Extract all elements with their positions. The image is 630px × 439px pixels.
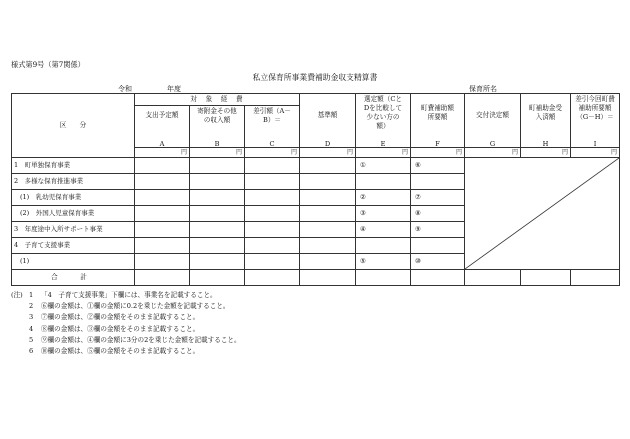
yen-unit: 円 — [356, 148, 411, 158]
town-subsidy-cell[interactable] — [411, 174, 465, 190]
selected-amount-cell[interactable]: ② — [356, 190, 411, 206]
note-item — [11, 346, 241, 357]
fiscal-year-label: 年度 — [167, 85, 181, 93]
town-subsidy-cell[interactable]: ⑥ — [411, 158, 465, 174]
amount-cell[interactable] — [190, 238, 245, 254]
yen-unit: 円 — [190, 148, 245, 158]
total-cell[interactable] — [190, 270, 245, 286]
col-f-header: 町費補助額所要額 F — [411, 94, 465, 148]
col-b-header: 寄附金その他の収入額 B — [190, 106, 245, 148]
amount-cell[interactable] — [190, 190, 245, 206]
note-number: 3 — [29, 313, 34, 322]
amount-cell[interactable] — [300, 158, 356, 174]
note-number: 5 — [29, 335, 34, 344]
col-g-header: 交付決定額 G — [465, 94, 521, 148]
amount-cell[interactable] — [245, 190, 300, 206]
amount-cell[interactable] — [135, 238, 190, 254]
note-item — [11, 301, 241, 312]
total-label: 合 計 — [12, 270, 135, 286]
yen-unit: 円 — [411, 148, 465, 158]
row-label: (1) — [12, 254, 135, 270]
total-cell[interactable] — [135, 270, 190, 286]
town-subsidy-cell[interactable]: ⑧ — [411, 206, 465, 222]
amount-cell[interactable] — [300, 206, 356, 222]
nursery-name-label: 保育所名 — [469, 85, 497, 93]
amount-cell[interactable] — [190, 254, 245, 270]
amount-cell[interactable] — [135, 222, 190, 238]
amount-cell[interactable] — [300, 238, 356, 254]
yen-unit: 円 — [135, 148, 190, 158]
note-item — [11, 312, 241, 323]
note-number: 6 — [29, 347, 34, 356]
amount-cell[interactable] — [300, 254, 356, 270]
amount-cell[interactable] — [300, 174, 356, 190]
amount-cell[interactable] — [135, 254, 190, 270]
diagonal-line — [465, 158, 619, 269]
yen-unit: 円 — [465, 148, 521, 158]
row-label: (2) 外国人児童保育事業 — [12, 206, 135, 222]
row-label: 3 年度途中入所サポート事業 — [12, 222, 135, 238]
selected-amount-cell[interactable]: ④ — [356, 222, 411, 238]
town-subsidy-cell[interactable]: ⑩ — [411, 254, 465, 270]
amount-cell[interactable] — [135, 206, 190, 222]
amount-cell[interactable] — [245, 206, 300, 222]
selected-amount-cell[interactable] — [356, 174, 411, 190]
amount-cell[interactable] — [245, 254, 300, 270]
row-label: 1 町単独保育事業 — [12, 158, 135, 174]
town-subsidy-cell[interactable] — [411, 238, 465, 254]
note-text: ⑦欄の金額は、②欄の金額をそのまま記載すること。 — [41, 313, 200, 322]
note-text: ⑩欄の金額は、⑤欄の金額をそのまま記載すること。 — [41, 347, 200, 356]
total-cell[interactable] — [465, 270, 521, 286]
selected-amount-cell[interactable]: ⑤ — [356, 254, 411, 270]
category-header: 区 分 — [12, 94, 135, 158]
notes-prefix: (注) — [11, 291, 23, 299]
col-a-header: 支出予定額 A — [135, 106, 190, 148]
note-text: 「4 子育て支援事業」下欄には、事業名を記載すること。 — [41, 291, 217, 299]
col-d-header: 基準額 D — [300, 94, 356, 148]
note-text: ⑨欄の金額は、④欄の金額に3分の2を乗じた金額を記載すること。 — [41, 335, 241, 344]
note-text: ⑧欄の金額は、③欄の金額をそのまま記載すること。 — [41, 324, 200, 333]
amount-cell[interactable] — [190, 206, 245, 222]
note-item — [11, 290, 241, 301]
col-i-header: 差引今回町費補助所要額（G－H）＝ I — [571, 94, 620, 148]
town-subsidy-cell[interactable]: ⑨ — [411, 222, 465, 238]
total-row — [12, 270, 620, 286]
total-cell[interactable] — [411, 270, 465, 286]
yen-unit: 円 — [571, 148, 620, 158]
amount-cell[interactable] — [135, 158, 190, 174]
town-subsidy-cell[interactable]: ⑦ — [411, 190, 465, 206]
note-number: 2 — [29, 302, 34, 311]
target-expense-header: 対 象 経 費 — [135, 94, 300, 106]
note-number: 4 — [29, 324, 34, 333]
total-cell[interactable] — [245, 270, 300, 286]
yen-unit: 円 — [521, 148, 571, 158]
row-label: (1) 乳幼児保育事業 — [12, 190, 135, 206]
amount-cell[interactable] — [300, 222, 356, 238]
total-cell[interactable] — [300, 270, 356, 286]
form-number: 様式第9号（第7関係） — [11, 60, 85, 69]
era-label: 令和 — [118, 85, 132, 93]
selected-amount-cell[interactable]: ① — [356, 158, 411, 174]
amount-cell[interactable] — [245, 158, 300, 174]
amount-cell[interactable] — [190, 158, 245, 174]
notes-section — [11, 290, 241, 357]
diagonal-void-area — [465, 158, 620, 270]
note-text: ⑥欄の金額は、①欄の金額に0.2を乗じた金額を記載すること。 — [41, 302, 230, 311]
amount-cell[interactable] — [245, 174, 300, 190]
yen-unit: 円 — [300, 148, 356, 158]
document-title: 私立保育所事業費補助金収支精算書 — [252, 73, 378, 82]
settlement-table — [11, 93, 620, 286]
amount-cell[interactable] — [245, 238, 300, 254]
note-number: 1 — [29, 291, 34, 299]
amount-cell[interactable] — [190, 174, 245, 190]
amount-cell[interactable] — [135, 190, 190, 206]
note-item — [11, 335, 241, 346]
row-label: 2 多様な保育推進事業 — [12, 174, 135, 190]
amount-cell[interactable] — [135, 174, 190, 190]
total-cell[interactable] — [571, 270, 620, 286]
col-h-header: 町補助金受入済額 H — [521, 94, 571, 148]
amount-cell[interactable] — [300, 190, 356, 206]
col-c-header: 差引額（A－B）＝ C — [245, 106, 300, 148]
amount-cell[interactable] — [190, 222, 245, 238]
amount-cell[interactable] — [245, 222, 300, 238]
selected-amount-cell[interactable] — [356, 238, 411, 254]
row-label: 4 子育て支援事業 — [12, 238, 135, 254]
total-cell[interactable] — [356, 270, 411, 286]
yen-unit: 円 — [245, 148, 300, 158]
selected-amount-cell[interactable]: ③ — [356, 206, 411, 222]
table-row — [12, 158, 620, 174]
col-e-header: 選定額（CとDを比較して少ない方の額） E — [356, 94, 411, 148]
note-item — [11, 324, 241, 335]
total-cell[interactable] — [521, 270, 571, 286]
